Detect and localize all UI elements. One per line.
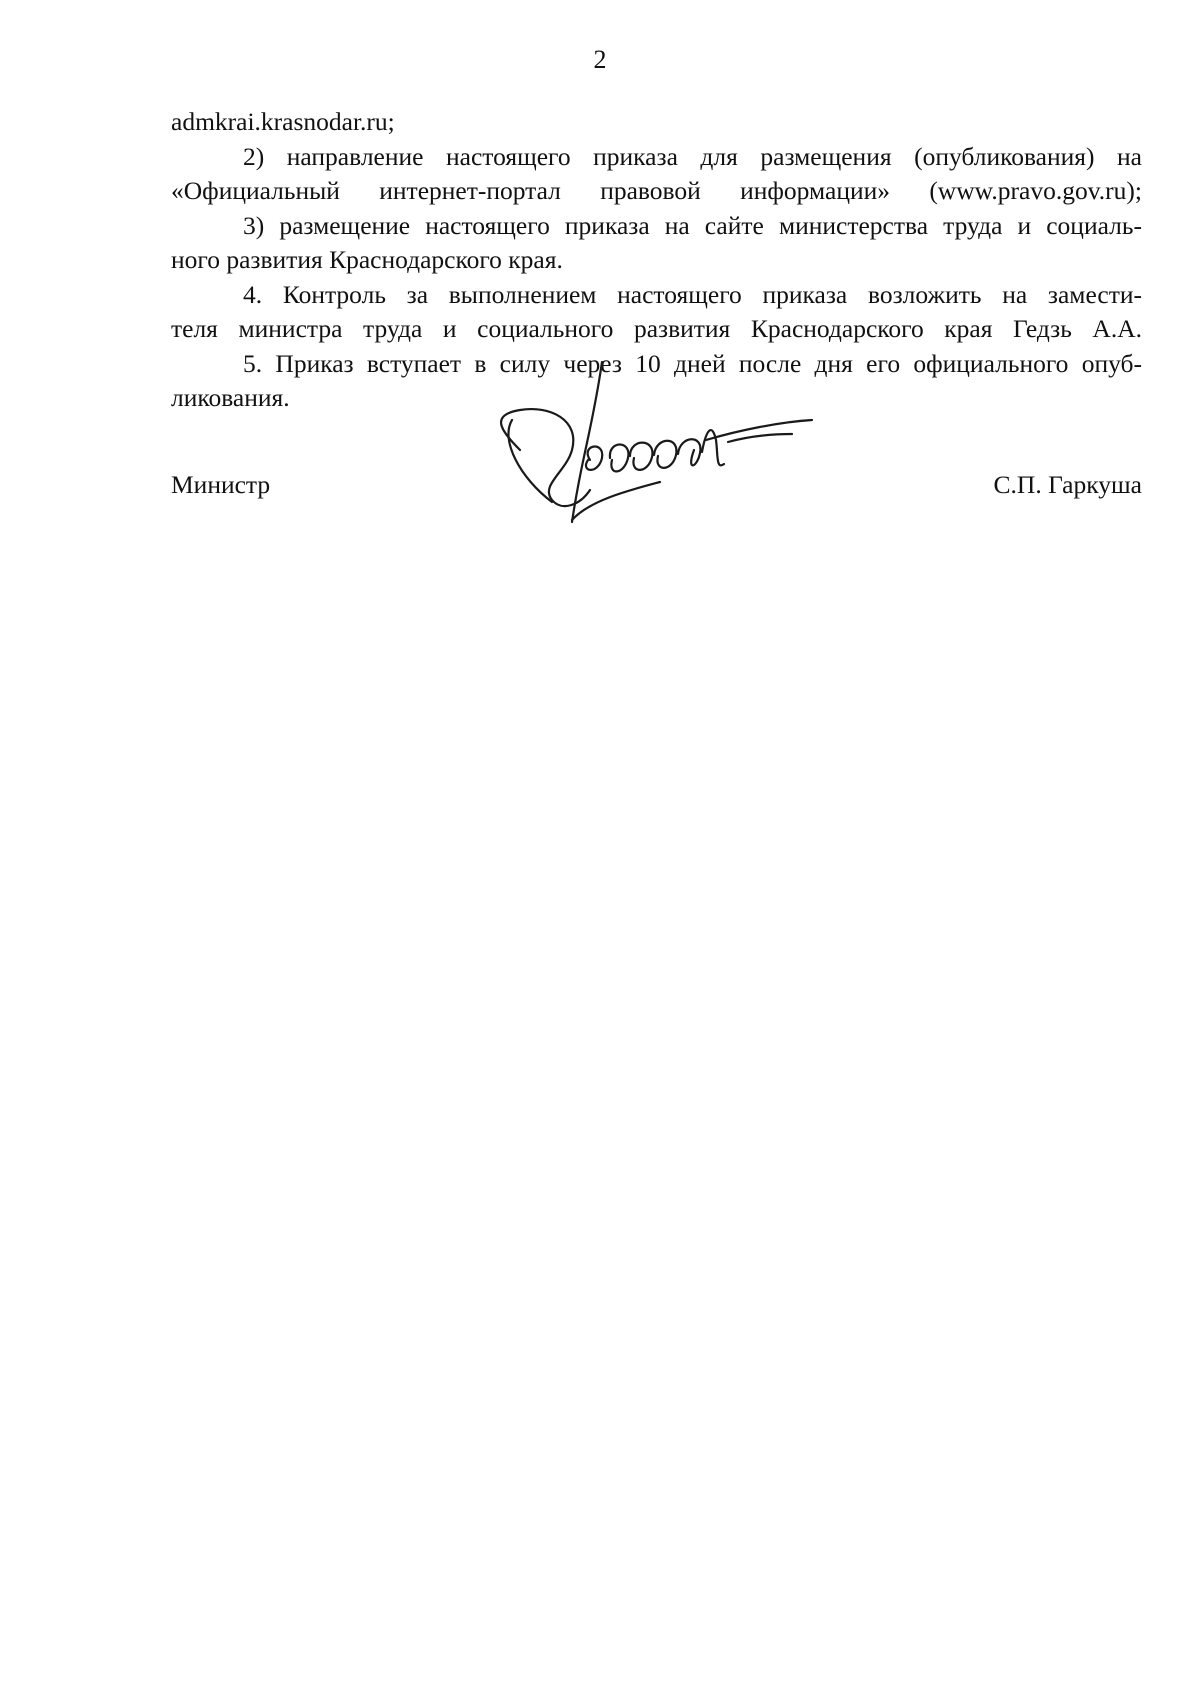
text-line-9: ликования. (171, 383, 290, 412)
text-line-1: admkrai.krasnodar.ru; (171, 107, 395, 136)
handwritten-signature (480, 360, 820, 530)
text-line-4: 3) размещение настоящего приказа на сайте министерства труда и социаль- (243, 210, 1142, 240)
text-line-8: 5. Приказ вступает в силу через 10 дней после дня его официального опуб- (243, 348, 1142, 378)
text-line-5: ного развития Краснодарского края. (171, 245, 563, 274)
text-line-7: теля министра труда и социального развития Краснодарского края Гедзь А.А. (171, 314, 1142, 343)
page-number: 2 (593, 45, 607, 74)
signatory-title: Министр (171, 470, 271, 499)
text-line-3: «Официальный интернет-портал правовой информации» (www.pravo.gov.ru); (171, 176, 1142, 205)
signatory-name: С.П. Гаркуша (993, 470, 1142, 499)
text-line-2: 2) направление настоящего приказа для размещения (опубликования) на (243, 141, 1142, 171)
text-line-6: 4. Контроль за выполнением настоящего приказа возложить на замести- (243, 279, 1142, 309)
